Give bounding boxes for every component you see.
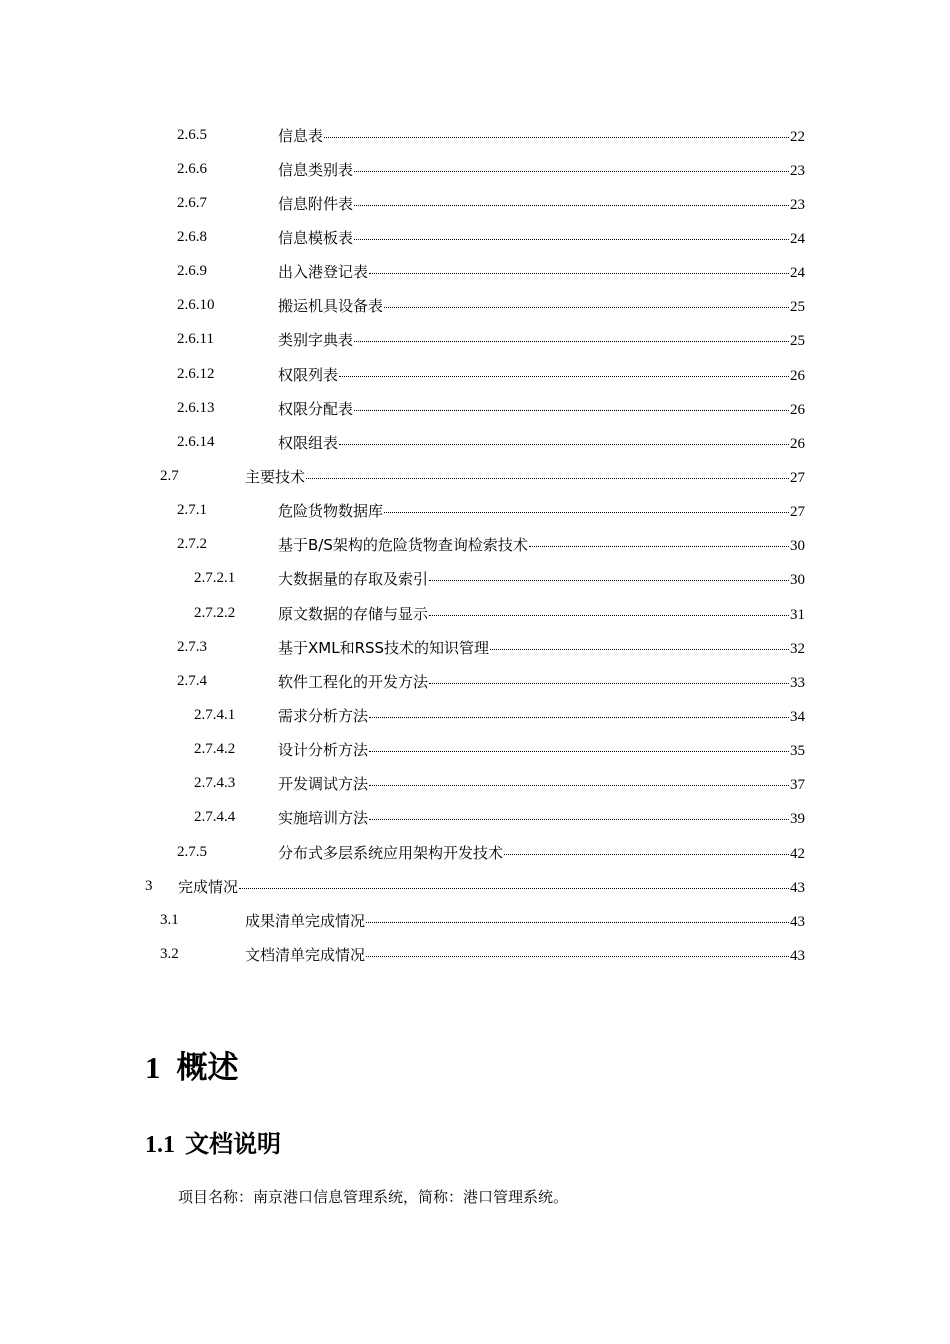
toc-entry[interactable]: [0, 255, 950, 289]
toc-entry-line: [278, 398, 805, 419]
toc-entry-title: 开发调试方法: [278, 775, 369, 794]
toc-entry-number: 2.6.13: [177, 399, 215, 416]
toc-entry-line: [278, 125, 805, 146]
table-of-contents: [0, 118, 950, 972]
toc-entry-line: [278, 159, 805, 180]
toc-entry-title: 出入港登记表: [278, 263, 369, 282]
toc-entry-number: 2.6.9: [177, 263, 207, 280]
toc-entry-title: 设计分析方法: [278, 741, 369, 760]
toc-entry-line: [278, 807, 805, 828]
toc-entry-line: [278, 500, 805, 521]
toc-entry[interactable]: [0, 801, 950, 835]
toc-entry[interactable]: [0, 220, 950, 254]
toc-entry-line: [245, 910, 805, 931]
toc-entry-line: [278, 364, 805, 385]
toc-entry-page: 31: [790, 606, 805, 623]
toc-entry-number: 2.7.4.3: [194, 775, 236, 792]
toc-entry-number: 2.6.14: [177, 433, 215, 450]
toc-entry-number: 2.7.2: [177, 536, 207, 553]
toc-entry-title: 权限分配表: [278, 399, 354, 418]
toc-entry-number: 2.7: [160, 467, 179, 484]
toc-entry-page: 37: [790, 777, 805, 794]
toc-entry-page: 27: [790, 469, 805, 486]
toc-entry[interactable]: [0, 528, 950, 562]
toc-entry-number: 2.7.2.1: [194, 570, 236, 587]
toc-entry-page: 26: [790, 401, 805, 418]
toc-entry-page: 23: [790, 162, 805, 179]
toc-dot-leader: [384, 511, 789, 513]
toc-entry-page: 25: [790, 299, 805, 316]
toc-entry[interactable]: [0, 118, 950, 152]
toc-entry-page: 25: [790, 333, 805, 350]
toc-entry-line: [278, 739, 805, 760]
toc-entry[interactable]: [0, 869, 950, 903]
toc-entry-page: 43: [790, 947, 805, 964]
toc-entry-number: 2.6.8: [177, 228, 207, 245]
toc-dot-leader: [369, 750, 789, 752]
toc-dot-leader: [354, 238, 789, 240]
toc-entry[interactable]: [0, 152, 950, 186]
toc-dot-leader: [429, 682, 789, 684]
toc-entry[interactable]: [0, 630, 950, 664]
toc-entry-title: 信息类别表: [278, 160, 354, 179]
toc-entry-title: 基于XML和RSS技术的知识管理: [278, 638, 490, 657]
toc-entry-line: [278, 329, 805, 350]
toc-entry-page: 22: [790, 128, 805, 145]
toc-entry-title: 分布式多层系统应用架构开发技术: [278, 843, 504, 862]
toc-entry-number: 3.1: [160, 911, 179, 928]
toc-dot-leader: [529, 545, 789, 547]
subsection-title: 文档说明: [185, 1130, 281, 1158]
toc-dot-leader: [369, 272, 789, 274]
toc-entry-number: 2.7.4.4: [194, 809, 236, 826]
toc-dot-leader: [354, 409, 789, 411]
toc-entry-line: [278, 568, 805, 589]
toc-entry-title: 主要技术: [245, 467, 306, 486]
toc-entry-title: 成果清单完成情况: [245, 911, 366, 930]
toc-entry-title: 类别字典表: [278, 331, 354, 350]
section-heading-1-1: [145, 1124, 281, 1159]
toc-entry-title: 权限列表: [278, 365, 339, 384]
toc-entry-page: 42: [790, 845, 805, 862]
toc-entry[interactable]: [0, 596, 950, 630]
toc-entry-page: 33: [790, 674, 805, 691]
toc-entry[interactable]: [0, 289, 950, 323]
toc-entry-page: 26: [790, 435, 805, 452]
toc-entry-line: [245, 466, 805, 487]
toc-dot-leader: [366, 955, 789, 957]
toc-entry-page: 30: [790, 538, 805, 555]
subsection-number: 1.1: [145, 1132, 175, 1158]
toc-entry[interactable]: [0, 937, 950, 971]
toc-entry[interactable]: [0, 664, 950, 698]
toc-entry-line: [278, 432, 805, 453]
section-title: 概述: [176, 1050, 239, 1086]
toc-dot-leader: [324, 136, 789, 138]
toc-entry-page: 43: [790, 879, 805, 896]
toc-entry-line: [178, 876, 805, 897]
toc-entry[interactable]: [0, 425, 950, 459]
toc-entry-title: 危险货物数据库: [278, 502, 384, 521]
toc-entry-page: 23: [790, 196, 805, 213]
toc-entry-line: [278, 534, 805, 555]
toc-entry-number: 2.6.5: [177, 126, 207, 143]
toc-entry-page: 27: [790, 504, 805, 521]
toc-entry-page: 43: [790, 913, 805, 930]
toc-entry[interactable]: [0, 835, 950, 869]
toc-entry[interactable]: [0, 698, 950, 732]
toc-entry-title: 信息模板表: [278, 228, 354, 247]
toc-dot-leader: [369, 784, 789, 786]
toc-dot-leader: [306, 477, 789, 479]
toc-entry-number: 2.6.12: [177, 365, 215, 382]
toc-entry-number: 2.7.1: [177, 502, 207, 519]
toc-entry-page: 26: [790, 367, 805, 384]
toc-entry-line: [278, 603, 805, 624]
toc-entry-page: 24: [790, 230, 805, 247]
toc-entry-page: 32: [790, 640, 805, 657]
toc-entry-number: 2.6.7: [177, 194, 207, 211]
toc-entry-page: 30: [790, 572, 805, 589]
toc-entry-line: [278, 773, 805, 794]
toc-dot-leader: [354, 170, 789, 172]
toc-entry-line: [278, 227, 805, 248]
toc-dot-leader: [504, 853, 789, 855]
toc-entry[interactable]: [0, 459, 950, 493]
toc-entry-number: 2.7.3: [177, 638, 207, 655]
toc-entry-title: 实施培训方法: [278, 809, 369, 828]
toc-dot-leader: [339, 443, 789, 445]
toc-entry-title: 大数据量的存取及索引: [278, 570, 429, 589]
toc-entry-title: 信息表: [278, 126, 324, 145]
toc-entry-title: 基于B/S架构的危险货物查询检索技术: [278, 536, 528, 555]
toc-entry[interactable]: [0, 357, 950, 391]
toc-entry-title: 文档清单完成情况: [245, 945, 366, 964]
toc-entry-line: [278, 637, 805, 658]
toc-dot-leader: [366, 921, 789, 923]
toc-dot-leader: [384, 306, 789, 308]
toc-entry-title: 需求分析方法: [278, 706, 369, 725]
toc-entry-number: 3: [145, 877, 153, 894]
toc-entry-page: 35: [790, 743, 805, 760]
toc-entry[interactable]: [0, 323, 950, 357]
toc-entry[interactable]: [0, 733, 950, 767]
section-heading-1: [145, 1042, 239, 1087]
toc-entry-title: 信息附件表: [278, 194, 354, 213]
toc-entry-number: 2.7.2.2: [194, 604, 236, 621]
toc-entry-number: 2.7.4: [177, 672, 207, 689]
toc-entry-number: 2.6.10: [177, 297, 215, 314]
toc-entry-number: 2.7.4.2: [194, 741, 236, 758]
toc-dot-leader: [239, 887, 789, 889]
toc-dot-leader: [429, 579, 789, 581]
toc-entry-line: [278, 671, 805, 692]
toc-entry-line: [278, 261, 805, 282]
toc-entry-line: [278, 295, 805, 316]
toc-entry-title: 搬运机具设备表: [278, 297, 384, 316]
toc-entry-number: 2.6.6: [177, 160, 207, 177]
toc-entry-line: [278, 842, 805, 863]
toc-entry[interactable]: [0, 767, 950, 801]
toc-entry-title: 原文数据的存储与显示: [278, 604, 429, 623]
toc-entry-number: 2.7.5: [177, 843, 207, 860]
toc-entry-line: [278, 705, 805, 726]
toc-entry-number: 2.6.11: [177, 331, 214, 348]
toc-entry[interactable]: [0, 494, 950, 528]
toc-entry-title: 权限组表: [278, 433, 339, 452]
toc-entry-number: 3.2: [160, 945, 179, 962]
toc-entry-title: 软件工程化的开发方法: [278, 672, 429, 691]
toc-entry-page: 34: [790, 708, 805, 725]
section-number: 1: [145, 1050, 161, 1085]
toc-dot-leader: [339, 375, 789, 377]
toc-dot-leader: [429, 614, 789, 616]
body-paragraph: 项目名称：南京港口信息管理系统，简称：港口管理系统。: [178, 1188, 569, 1206]
toc-entry[interactable]: [0, 391, 950, 425]
toc-entry-title: 完成情况: [178, 877, 239, 896]
toc-entry[interactable]: [0, 562, 950, 596]
toc-entry-number: 2.7.4.1: [194, 706, 236, 723]
toc-dot-leader: [369, 818, 789, 820]
toc-dot-leader: [369, 716, 789, 718]
toc-entry-page: 24: [790, 265, 805, 282]
toc-dot-leader: [354, 340, 789, 342]
toc-entry-page: 39: [790, 811, 805, 828]
toc-dot-leader: [490, 648, 789, 650]
toc-dot-leader: [354, 204, 789, 206]
toc-entry-line: [245, 944, 805, 965]
toc-entry-line: [278, 193, 805, 214]
toc-entry[interactable]: [0, 903, 950, 937]
toc-entry[interactable]: [0, 186, 950, 220]
